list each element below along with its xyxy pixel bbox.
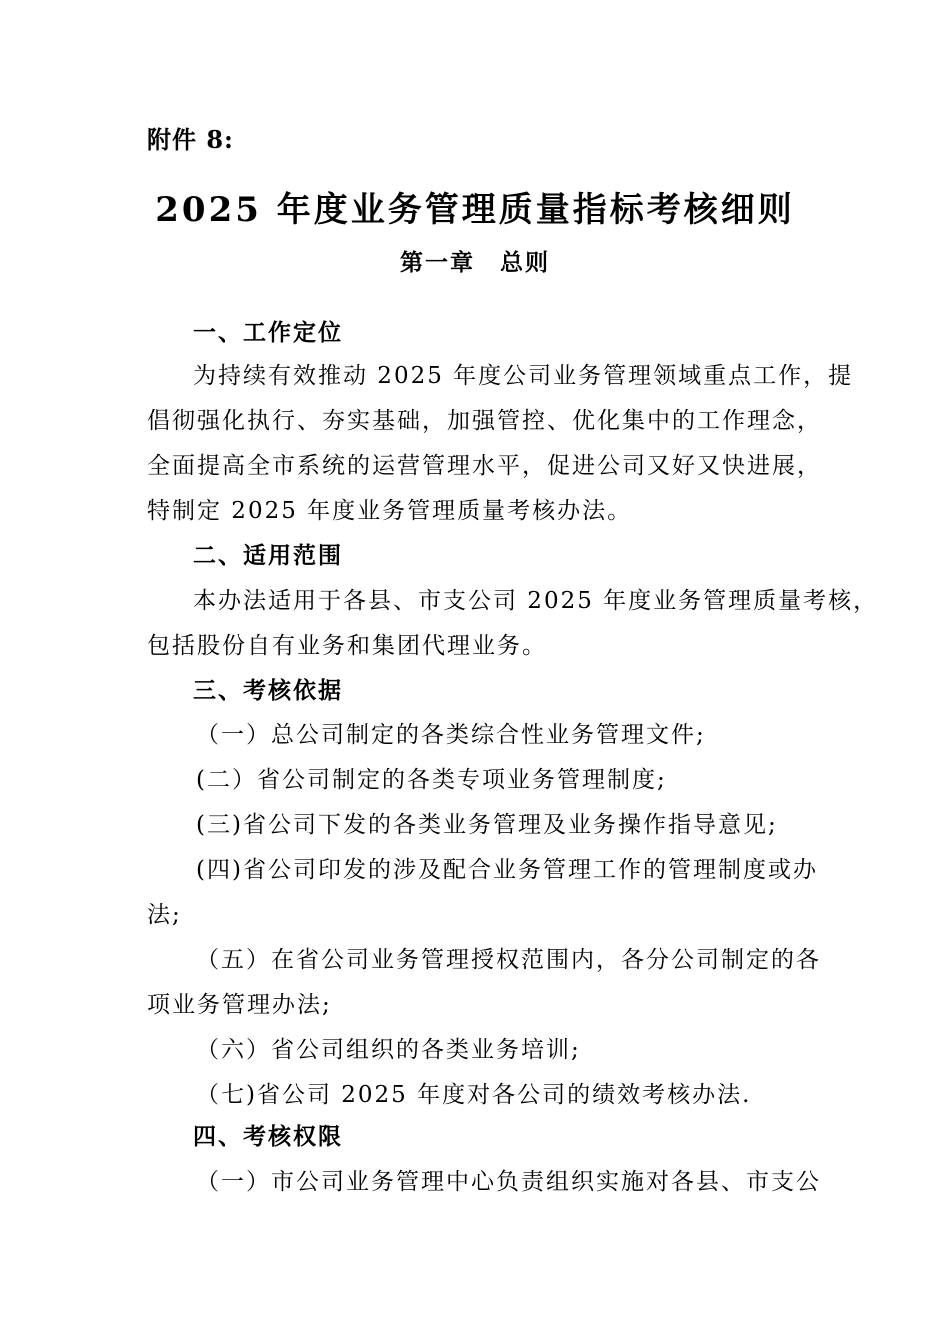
list-item-continuation: 法; — [147, 902, 182, 928]
list-item: (三)省公司下发的各类业务管理及业务操作指导意见; — [196, 812, 778, 838]
list-item: （七)省公司 2025 年度对各公司的绩效考核办法. — [196, 1082, 752, 1108]
section-heading-3: 三、考核依据 — [193, 677, 343, 704]
attachment-label: 附件 8: — [147, 125, 234, 154]
section-heading-4: 四、考核权限 — [193, 1123, 343, 1150]
section-heading-2: 二、适用范围 — [193, 542, 343, 569]
list-item: （五）在省公司业务管理授权范围内，各分公司制定的各 — [196, 947, 821, 973]
list-item: （一）市公司业务管理中心负责组织实施对各县、市支公 — [196, 1169, 821, 1195]
list-item: (四)省公司印发的涉及配合业务管理工作的管理制度或办 — [196, 857, 818, 883]
section-heading-1: 一、工作定位 — [193, 319, 343, 346]
paragraph-line: 全面提高全市系统的运营管理水平，促进公司又好又快进展， — [147, 453, 822, 479]
paragraph-line: 包括股份自有业务和集团代理业务。 — [147, 633, 547, 659]
list-item: （一）总公司制定的各类综合性业务管理文件; — [196, 722, 706, 748]
chapter-heading: 第一章 总则 — [400, 249, 550, 276]
list-item: （六）省公司组织的各类业务培训; — [196, 1037, 581, 1063]
paragraph-line: 倡彻强化执行、夯实基础，加强管控、优化集中的工作理念， — [147, 408, 822, 434]
paragraph-line: 本办法适用于各县、市支公司 2025 年度业务管理质量考核， — [193, 588, 879, 614]
list-item-continuation: 项业务管理办法; — [147, 992, 332, 1018]
paragraph-line: 特制定 2025 年度业务管理质量考核办法。 — [147, 498, 633, 524]
document-title: 2025 年度业务管理质量指标考核细则 — [155, 190, 795, 230]
list-item: (二）省公司制定的各类专项业务管理制度; — [196, 767, 667, 793]
paragraph-line: 为持续有效推动 2025 年度公司业务管理领域重点工作，提 — [193, 363, 854, 389]
